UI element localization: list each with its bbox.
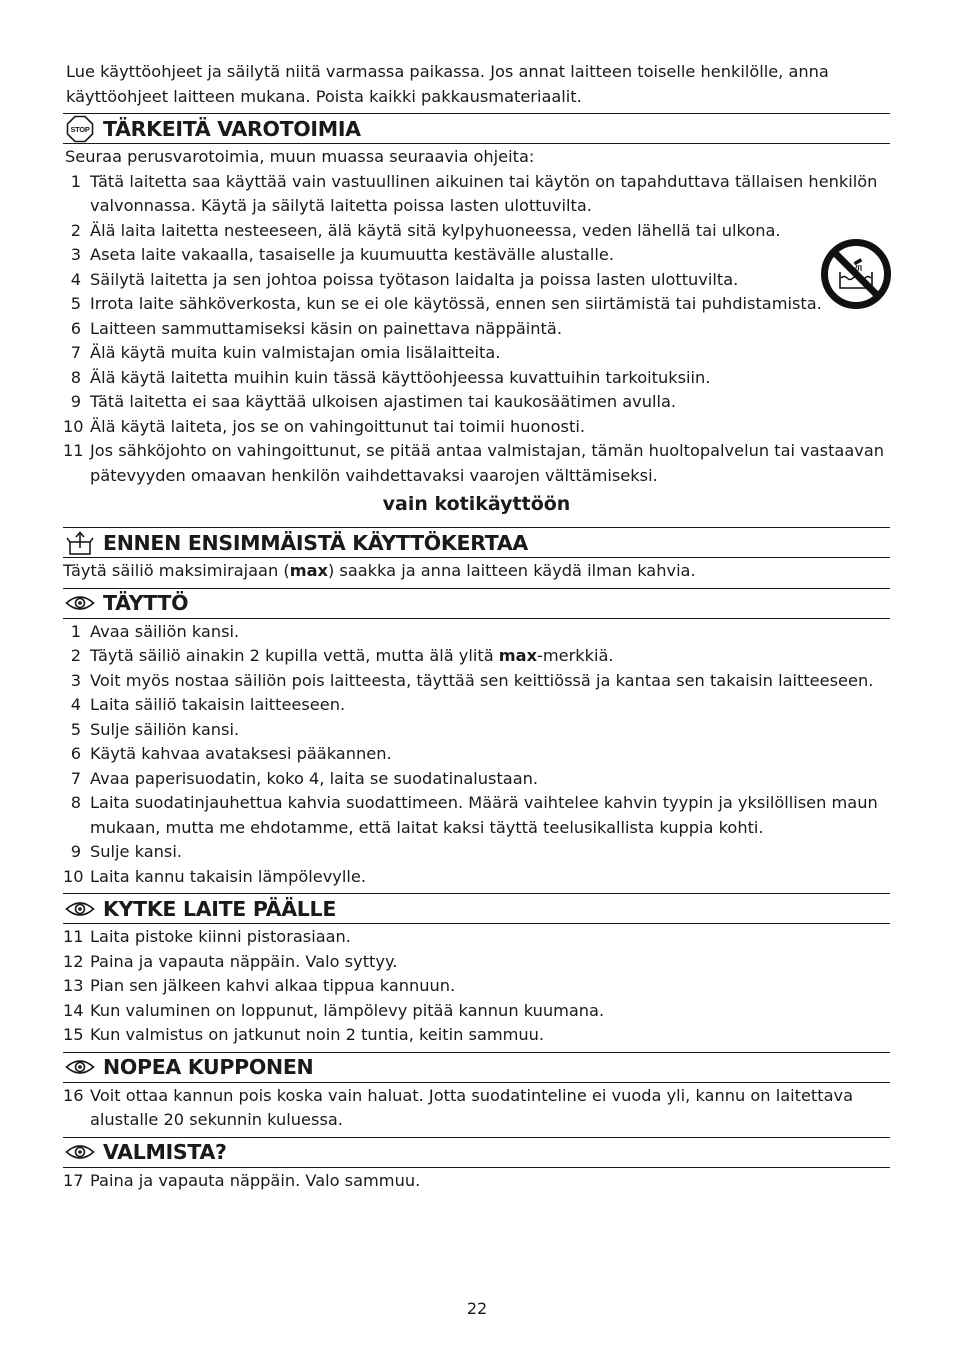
switch-on-heading — [63, 893, 890, 924]
item-number: 9 — [70, 842, 81, 861]
item-text: Sulje säiliön kansi. — [90, 719, 240, 739]
list-item — [63, 317, 890, 342]
item-number: 10 — [63, 866, 84, 886]
list-item — [63, 620, 890, 645]
eye-icon — [65, 591, 95, 615]
item-text: Säilytä laitetta ja sen johtoa poissa työtason laidalta ja poissa lasten ulottuvilta. — [90, 269, 739, 289]
list-item — [63, 366, 890, 391]
item-number: 16 — [63, 1085, 84, 1105]
first-use-text: Täytä säiliö maksimirajaan (max) saakka ja anna laitteen käydä ilman kahvia. — [63, 561, 696, 580]
item-text: Voit ottaa kannun pois koska vain haluat. Jotta suodatinteline ei vuoda yli, kannu on laitettava alustalle 20 sekunnin kuluessa. — [90, 1085, 854, 1129]
safety-heading — [63, 113, 890, 144]
safety-intro: Seuraa perusvarotoimia, muun muassa seuraavia ohjeita: — [65, 147, 535, 166]
item-number: 5 — [70, 294, 81, 313]
safety-body — [63, 144, 890, 527]
item-number: 1 — [70, 621, 81, 641]
list-item — [63, 170, 890, 219]
item-number: 11 — [63, 441, 84, 460]
list-item — [63, 439, 890, 488]
item-text: Jos sähköjohto on vahingoittunut, se pitää antaa valmistajan, tämän huoltopalvelun tai vastaavan pätevyyden omaavan henkilön vaihdettavaksi vaarojen välttämiseksi. — [90, 441, 885, 485]
item-text: Käytä kahvaa avataksesi pääkannen. — [90, 744, 392, 763]
item-text: Aseta laite vakaalla, tasaiselle ja kuumuutta kestävälle alustalle. — [90, 245, 615, 264]
item-text: Älä käytä laitetta muihin kuin tässä käyttöohjeessa kuvattuihin tarkoituksiin. — [90, 367, 711, 387]
list-item — [63, 219, 890, 244]
item-text: Paina ja vapauta näppäin. Valo syttyy. — [90, 951, 398, 971]
item-number: 14 — [63, 1000, 84, 1020]
item-text: Laitteen sammuttamiseksi käsin on painettava näppäintä. — [90, 318, 562, 338]
first-use-title: ENNEN ENSIMMÄISTÄ KÄYTTÖKERTAA — [103, 530, 528, 555]
item-text: Voit myös nostaa säiliön pois laitteesta, täyttää sen keittiössä ja kantaa sen takaisin laitteeseen. — [90, 670, 874, 690]
item-text: Irrota laite sähköverkosta, kun se ei ole käytössä, ennen sen siirtämistä tai puhdistamista. — [90, 294, 822, 313]
list-item — [63, 1169, 890, 1194]
item-number: 3 — [70, 245, 81, 264]
list-item — [63, 999, 890, 1024]
filling-list — [63, 620, 890, 890]
list-item — [63, 268, 890, 293]
item-text: Laita pistoke kiinni pistorasiaan. — [90, 927, 351, 946]
filling-body — [63, 619, 890, 894]
list-item — [63, 415, 890, 440]
item-number: 3 — [70, 670, 81, 690]
list-item — [63, 742, 890, 767]
item-text: Kun valmistus on jatkunut noin 2 tuntia, keitin sammuu. — [90, 1025, 545, 1044]
item-text: Laita säiliö takaisin laitteeseen. — [90, 695, 346, 714]
stop-icon-text: STOP — [70, 124, 90, 134]
quick-cup-body — [63, 1083, 890, 1137]
stop-icon — [65, 117, 95, 141]
first-use-body — [63, 558, 890, 588]
item-number: 5 — [70, 719, 81, 739]
no-water-prohibition-icon — [820, 238, 892, 310]
item-number: 8 — [70, 367, 81, 387]
list-item — [63, 925, 890, 950]
list-item — [63, 243, 890, 268]
item-text: Laita kannu takaisin lämpölevylle. — [90, 866, 366, 886]
safety-list — [63, 170, 890, 489]
item-number: 15 — [63, 1025, 84, 1044]
item-number: 13 — [63, 976, 84, 995]
quick-cup-list — [63, 1084, 890, 1133]
list-item — [63, 974, 890, 999]
eye-icon — [65, 1055, 95, 1079]
item-text: Älä laita laitetta nesteeseen, älä käytä sitä kylpyhuoneessa, veden lähellä tai ulkona. — [90, 220, 781, 240]
switch-on-list — [63, 925, 890, 1048]
switch-on-body — [63, 924, 890, 1052]
list-item — [63, 644, 890, 669]
eye-icon — [65, 897, 95, 921]
item-text: Sulje kansi. — [90, 842, 182, 861]
quick-cup-title: NOPEA KUPPONEN — [103, 1055, 314, 1079]
list-item — [63, 840, 890, 865]
item-text: Laita suodatinjauhettua kahvia suodattimeen. Määrä vaihtelee kahvin tyypin ja yksilöllisen maun mukaan, mutta me ehdotamme, että laitat kaksi täyttä teelusikallista kuppia kohti. — [90, 793, 878, 837]
item-number: 12 — [63, 951, 84, 971]
list-item — [63, 950, 890, 975]
item-number: 4 — [70, 695, 81, 714]
page-number: 22 — [466, 1299, 488, 1318]
item-text: Kun valuminen on loppunut, lämpölevy pitää kannun kuumana. — [90, 1000, 605, 1020]
item-text: Täytä säiliö ainakin 2 kupilla vettä, mutta älä ylitä max-merkkiä. — [90, 646, 614, 665]
item-number: 1 — [70, 171, 81, 191]
item-number: 6 — [70, 318, 81, 338]
item-number: 11 — [63, 927, 84, 946]
quick-cup-heading — [63, 1052, 890, 1083]
intro-text: Lue käyttöohjeet ja säilytä niitä varmassa paikassa. Jos annat laitteen toiselle henkilölle, anna käyttöohjeet laitteen mukana. Poista kaikki pakkausmateriaalit. — [66, 62, 829, 106]
done-heading — [63, 1137, 890, 1168]
switch-on-title: KYTKE LAITE PÄÄLLE — [103, 896, 337, 921]
item-text: Älä käytä muita kuin valmistajan omia lisälaitteita. — [90, 343, 501, 362]
item-number: 10 — [63, 416, 84, 436]
item-text: Avaa säiliön kansi. — [90, 621, 240, 641]
item-text: Tätä laitetta ei saa käyttää ulkoisen ajastimen tai kaukosäätimen avulla. — [90, 392, 677, 411]
eye-icon — [65, 1140, 95, 1164]
item-number: 2 — [70, 646, 81, 665]
list-item — [63, 1084, 890, 1133]
home-use-note: vain kotikäyttöön — [382, 493, 571, 515]
item-number: 4 — [70, 269, 81, 289]
list-item — [63, 341, 890, 366]
item-number: 17 — [63, 1170, 84, 1190]
item-number: 9 — [70, 392, 81, 411]
item-text: Älä käytä laiteta, jos se on vahingoittunut tai toimii huonosti. — [90, 416, 585, 436]
filling-title: TÄYTTÖ — [103, 591, 189, 615]
list-item — [63, 669, 890, 694]
item-text: Pian sen jälkeen kahvi alkaa tippua kannuun. — [90, 976, 456, 995]
item-number: 6 — [70, 744, 81, 763]
item-number: 8 — [70, 793, 81, 812]
list-item — [63, 693, 890, 718]
list-item — [63, 292, 890, 317]
list-item — [63, 390, 890, 415]
item-number: 7 — [70, 343, 81, 362]
list-item — [63, 865, 890, 890]
item-text: Avaa paperisuodatin, koko 4, laita se suodatinalustaan. — [90, 768, 539, 788]
unpack-box-icon — [65, 531, 95, 555]
manual-page — [63, 60, 890, 1197]
safety-title: TÄRKEITÄ VAROTOIMIA — [103, 116, 361, 141]
done-list — [63, 1169, 890, 1194]
done-title: VALMISTA? — [103, 1140, 227, 1164]
item-text: Paina ja vapauta näppäin. Valo sammuu. — [90, 1170, 421, 1190]
list-item — [63, 1023, 890, 1048]
item-number: 7 — [70, 768, 81, 788]
first-use-heading — [63, 527, 890, 558]
list-item — [63, 718, 890, 743]
item-number: 2 — [70, 220, 81, 240]
item-text: Tätä laitetta saa käyttää vain vastuullinen aikuinen tai käytön on tapahduttava tällaisen henkilön valvonnassa. Käytä ja säilytä laitetta poissa lasten ulottuvilta. — [90, 171, 878, 215]
done-body — [63, 1168, 890, 1198]
list-item — [63, 767, 890, 792]
list-item — [63, 791, 890, 840]
filling-heading — [63, 588, 890, 619]
